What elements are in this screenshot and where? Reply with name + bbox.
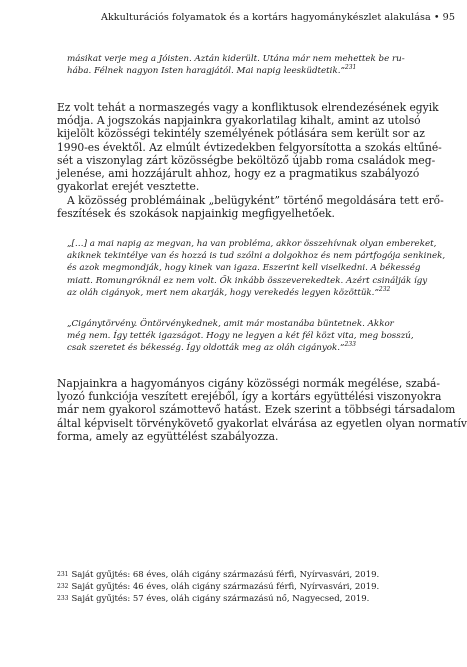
footnote-ref: 233	[344, 341, 356, 349]
footnote-number: 231	[57, 571, 69, 578]
block-quote	[67, 238, 446, 299]
footnote-text: Saját gyűjtés: 57 éves, oláh cigány származású nő, Nagyecsed, 2019.	[71, 593, 370, 604]
quote-line: csak szeretet és békesség. Így oldották meg az oláh cigányok.”$^{233}$	[67, 341, 356, 354]
footnote	[57, 570, 417, 582]
paragraph-line: lyozó funkciója veszített erejéből, így a kortárs együttélési viszonyokra	[57, 390, 442, 404]
quote-line: másikat verje meg a Jóisten. Aztán kiderült. Utána már nem mehettek be ru-	[67, 54, 405, 64]
quote-line: „[…] a mai napig az megvan, ha van probléma, akkor összehívnak olyan embereket,	[67, 239, 437, 249]
footnotes	[57, 570, 417, 605]
paragraph-line: Ez volt tehát a normaszegés vagy a konfliktusok elrendezésének egyik	[57, 101, 439, 114]
paragraph-line: kijelölt közösségi tekintély személyének pótlására sem került sor az	[57, 127, 425, 141]
footnote-ref: 232	[378, 285, 391, 293]
paragraph-line: jelenése, ami hozzájárult ahhoz, hogy ez a pragmatikus szabályozó	[57, 167, 420, 181]
footnote-ref: 231	[344, 64, 357, 72]
body-paragraph	[57, 194, 444, 221]
paragraph-line: feszítések és szokások napjainkig megfigyelhetőek.	[57, 207, 335, 221]
paragraph-line: már nem gyakorol számottevő hatást. Ezek szerint a többségi társadalom	[57, 403, 456, 417]
quote-line: akiknek tekintélye van és hozzá is tud szólni a dolgokhoz és nem pártfogója senkinek,	[67, 251, 446, 262]
paragraph-line: sét a viszonylag zárt közösségbe beköltöző újabb roma családok meg-	[57, 153, 436, 167]
quote-line: és azok megmondják, hogy kinek van igaza. Eszerint kell viselkedni. A békesség	[67, 263, 421, 274]
footnote-text: Saját gyűjtés: 46 éves, oláh cigány származású férfi, Nyírvasvári, 2019.	[71, 581, 380, 592]
quote-line: miatt. Romungróknál ez nem volt. Ők inkább összeverekedtek. Azért csinálják így	[67, 275, 428, 286]
footnote-text: Saját gyűjtés: 68 éves, oláh cigány származású férfi, Nyírvasvári, 2019.	[71, 570, 380, 580]
paragraph-line: 1990-es évektől. Az elmúlt évtizedekben felgyorsította a szokás eltűné-	[57, 140, 442, 154]
footnote-number: 232	[57, 582, 69, 590]
paragraph-line: módja. A jogszokás napjainkra gyakorlatilag kihalt, amint az utolsó	[57, 114, 421, 128]
footnote	[57, 582, 417, 594]
quote-line: „Cigánytörvény. Öntörvénykednek, amit már mostanába büntetnek. Akkor	[67, 319, 394, 329]
block-quote	[67, 318, 414, 355]
running-head: Akkulturációs folyamatok és a kortárs hagyománykészlet alakulása • 95	[100, 12, 455, 23]
paragraph-line: A közösség problémáinak „belügyként” történő megoldására tett erő-	[67, 194, 444, 207]
paragraph-line: forma, amely az együttélést szabályozza.	[57, 429, 279, 443]
quote-line: az oláh cigányok, mert nem akarják, hogy verekedés legyen közöttük.”$^{232}$	[67, 285, 391, 298]
paragraph-line: Napjainkra a hagyományos cigány közösségi normák megélése, szabá-	[57, 377, 440, 390]
paragraph-line: által képviselt törvénykövető gyakorlat elvárása az egyetlen olyan normatív	[57, 416, 467, 430]
quote-line: még nem. Így tették igazságot. Hogy ne legyen a két fél közt vita, meg bosszú,	[67, 331, 414, 342]
footnote	[57, 594, 417, 606]
paragraph-line: gyakorlat erejét vesztette.	[57, 180, 200, 194]
quote-continuation	[67, 53, 407, 77]
body-paragraph	[57, 377, 467, 443]
quote-line: hába. Félnek nagyon Isten haragjától. Mai napig leesküdtetik.”$^{231}$	[67, 64, 357, 77]
body-paragraph	[57, 101, 442, 194]
footnote-number: 233	[57, 594, 69, 602]
